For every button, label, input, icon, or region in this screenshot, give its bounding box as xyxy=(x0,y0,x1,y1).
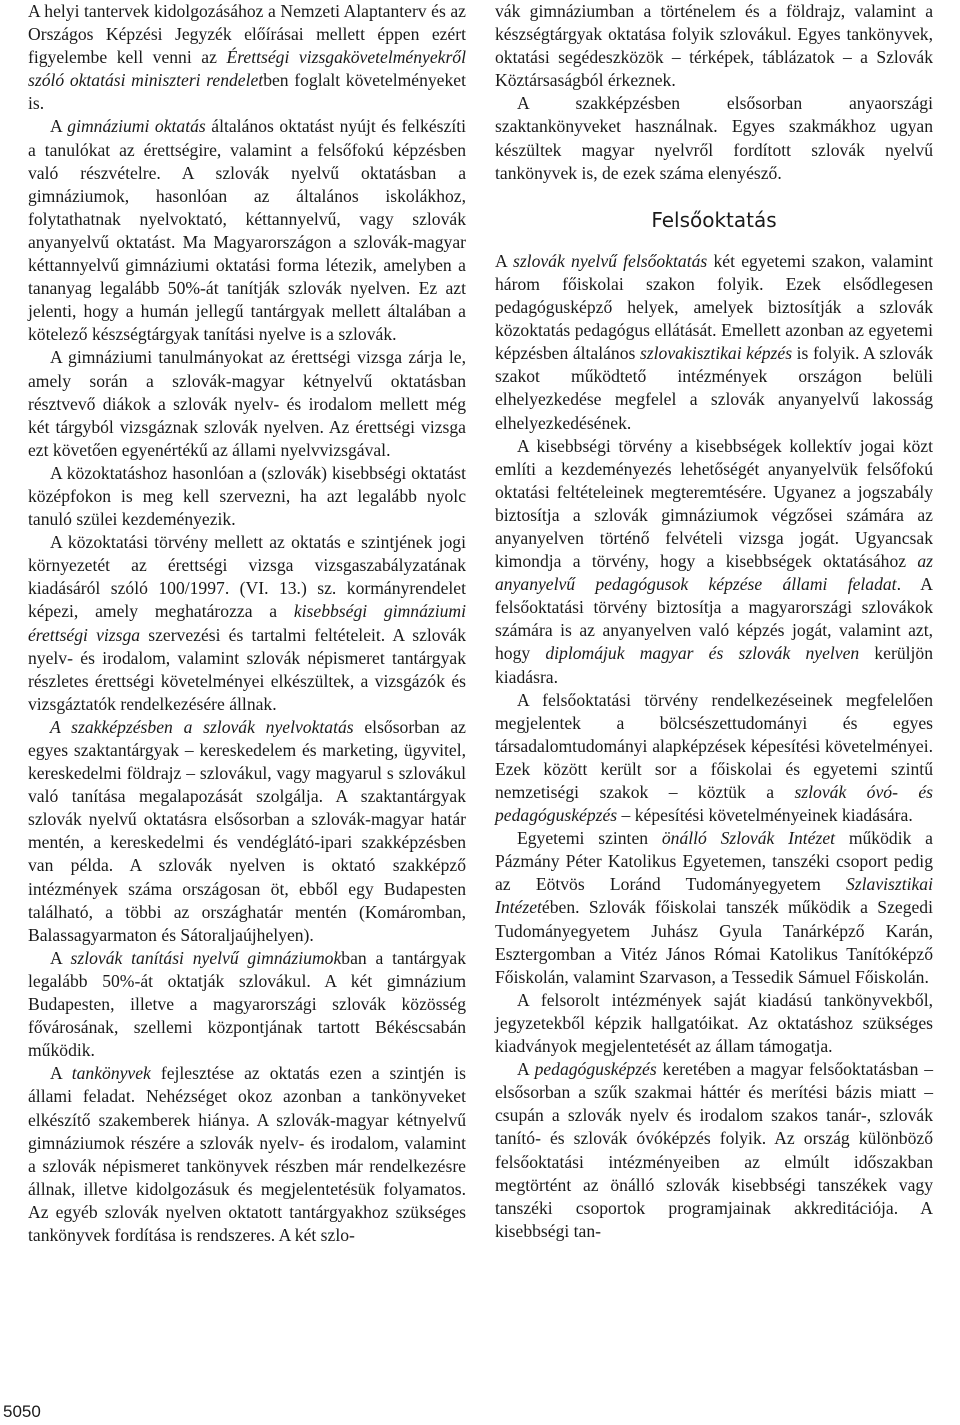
paragraph xyxy=(28,115,466,346)
italic-text: szlovakisztikai képzés xyxy=(639,343,793,364)
paragraph xyxy=(495,689,933,828)
paragraph xyxy=(495,989,933,1058)
paragraph xyxy=(495,1058,933,1243)
text-run: ében. Szlovák főiskolai tanszék működik a Szegedi Tudományegyetem Juhász Gyula Tanárképző Karán, Esztergomban a Vitéz János Római Katolikus Tanítóképző Főiskolán, valamint Szarvason, a Tessedik Sámuel Főiskolán. xyxy=(495,897,933,987)
paragraph xyxy=(495,827,933,989)
text-run: A közoktatáshoz hasonlóan a (szlovák) kisebbségi oktatást középfokon is meg kell szervezni, ha azt legalább nyolc tanuló szülei kezdeményezik. xyxy=(28,462,466,530)
text-run: A közoktatási törvény mellett az oktatás e szintjének jogi környezetét az érettségi vizsga vizsgaszabályzatának kiadásáról szóló 100/1997. (VI. 13.) sz. kormányrendelet képezi, amely meghatározza a xyxy=(28,532,466,622)
italic-text: tankönyvek xyxy=(71,1063,151,1084)
paragraph xyxy=(28,531,466,716)
text-run: vák gimnáziumban a történelem és a földrajz, valamint a készségtárgyak oktatása folyik szlovákul. Egyes tankönyvek, oktatási segédeszközök – térképek, táblázatok – a Szlovák Köztársaságból érkeznek. xyxy=(495,1,933,91)
text-run: általános oktatást nyújt és felkészíti a tanulókat az érettségire, valamint a felsőfokú képzésben való részvételre. A szlovák nyelvű oktatásban a gimnáziumok, hasonlóan az általános iskolákhoz, folytathatnak nyelvoktató, kéttannyelvű, vagy szlovák anyanyelvű oktatást. Ma Magyarországon a szlovák-magyar kéttannyelvű gimnáziumi oktatási forma létezik, amelyben a tananyag legalább 50%-át tanítják szlovák nyelven. Ez azt jelenti, hogy a humán jellegű tantárgyak mellett általában a kötelező készségtárgyak tanítási nyelve is a szlovák. xyxy=(28,116,466,345)
text-run: A gimnáziumi tanulmányokat az érettségi vizsga zárja le, amely során a szlovák-magyar kétnyelvű oktatásban résztvevő diákok a szlovák nyelv- és irodalom mellett még két tárgyból vizsgáznak szlovák nyelven. Az érettségi vizsga ezt követően egyenértékű az állami nyelvvizsgával. xyxy=(28,347,466,460)
paragraph xyxy=(28,346,466,461)
paragraph xyxy=(28,0,466,115)
text-run: fejlesztése az oktatás ezen a szintjén is állami feladat. Nehézséget okoz azonban a tankönyveket elkészítő szakemberek hiánya. A szlovák-magyar kétnyelvű gimnáziumok részére a szlovák nyelv- és irodalom, valamint a szlovák népismeret tankönyvek részben már rendelkezésre állnak, illetve kidolgozásuk és megjelentetésük folyamatos. Az egyéb szlovák nyelven oktatott tantárgyakhoz szükséges tankönyvek fordítása is rendszeres. A két szlo- xyxy=(28,1063,466,1245)
paragraph xyxy=(28,1062,466,1247)
italic-text: önálló Szlovák Intézet xyxy=(661,828,836,849)
italic-text: diplomájuk magyar és szlovák nyelven xyxy=(545,643,860,664)
text-run: A felsőoktatási törvény rendelkezéseinek megfelelően megjelentek a bölcsészettudományi és egyes társadalomtudományi alapképzések képesítési követelményei. Ezek között került sor a főiskolai és egyetemi szintű nemzetiségi szakok – köztük a xyxy=(495,689,933,802)
paragraph xyxy=(495,250,933,435)
text-run: kerüljön kiadásra. xyxy=(495,643,933,687)
text-run: szervezési és tartalmi feltételeit. A szlovák nyelv- és irodalom, valamint szlovák népismeret tantárgyak részletes érettségi követelményei elkészültek, a vizsgázók és vizsgáztatók rendelkezésére állnak. xyxy=(28,624,467,714)
left-text-column xyxy=(28,0,466,1247)
text-run: is folyik. A szlovák szakot működtető intézmények országon belüli elhelyezkedése megfelel a szlovák anyanyelvű lakosság elhelyezkedésének. xyxy=(495,343,933,433)
paragraph xyxy=(495,435,933,689)
italic-text: kisebbségi gimnáziumi érettségi vizsga xyxy=(28,601,467,645)
text-run: . A felsőoktatási törvény biztosítja a magyarországi szlovákok számára is az anyanyelven való képzés jogát, valamint azt, hogy xyxy=(495,574,933,664)
text-run: A xyxy=(50,947,71,968)
paragraph xyxy=(28,947,466,1062)
paragraph xyxy=(28,462,466,531)
text-run: Egyetemi szinten xyxy=(517,828,662,849)
italic-text: Érettségi vizsgakövetelményekről szóló oktatási miniszteri rendelet xyxy=(28,47,466,91)
italic-text: szlovák óvó- és pedagógusképzés xyxy=(495,782,933,826)
italic-text: szlovák tanítási nyelvű gimnáziumok xyxy=(70,947,342,968)
text-run: A szakképzésben elsősorban anyaországi szaktankönyveket használnak. Egyes szakmákhoz ugyan készültek magyar nyelvről fordított szlovák nyelvű tankönyvek is, de ezek száma elenyésző. xyxy=(495,93,933,183)
italic-text: az anyanyelvű pedagógusok képzése állami feladat xyxy=(495,551,933,595)
text-run: A xyxy=(517,1059,535,1080)
text-run: két egyetemi szakon, valamint három főiskolai szakon folyik. Ezek elsődlegesen pedagógusképző helyek, amelyek biztosítják a szlovák közoktatás pedagógus ellátását. Emellett azonban az egyetemi képzésben általános xyxy=(495,250,933,364)
text-run: ban a tantárgyak legalább 50%-át oktatják szlovákul. A két gimnázium Budapesten, illetve a magyarországi szlovák közösség fővárosának, szellemi központjának tartott Békéscsabán működik. xyxy=(28,947,467,1061)
italic-text: Szlavisztikai Intézet xyxy=(495,874,933,918)
italic-text: A szakképzésben a szlovák nyelvoktatás xyxy=(50,716,354,737)
text-run: A xyxy=(495,250,513,271)
text-run: – képesítési követelményeinek kiadására. xyxy=(617,805,913,826)
text-run: A felsorolt intézmények saját kiadású tankönyvekből, jegyzetekből képzik hallgatóikat. Az oktatáshoz szükséges kiadványok megjelentetését az állam támogatja. xyxy=(495,989,933,1057)
paragraph xyxy=(495,0,933,92)
italic-text: szlovák nyelvű felsőoktatás xyxy=(512,250,708,271)
right-text-column xyxy=(495,0,933,1243)
text-run: A kisebbségi törvény a kisebbségek kollektív jogai közt említi a kezdeményezés lehetőségét anyanyelvük felsőfokú oktatási feltételeinek megteremtésére. Ugyanez a jogszabály biztosítja a szlovák gimnáziumok végzősei számára az anyanyelven történő felvételi vizsga jogát. Ugyancsak kimondja a törvény, hogy a kisebbségek oktatásához xyxy=(495,435,933,572)
page-number: 5050 xyxy=(3,1402,41,1421)
section-heading: Felsőoktatás xyxy=(651,207,777,232)
text-run: elsősorban az egyes szaktantárgyak – kereskedelem és marketing, ügyvitel, kereskedelmi földrajz – szlovákul, vagy magyarul s szlovákul való tanítása megalapozását szolgálja. A szaktantárgyak szlovák nyelvű oktatásra elsősorban a szlovák-magyar határ mentén, a kereskedelmi és vendéglátó-ipari szakképzésben van példa. A szlovák nyelven is oktató szakképző intézmények száma országosan öt, ebből egy Budapesten található, a többi az országhatár mentén (Komáromban, Balassagyarmaton és Sátoraljaújhelyen). xyxy=(28,716,466,945)
text-run: A xyxy=(50,1063,72,1084)
text-run: ben foglalt követelményeket is. xyxy=(28,70,466,114)
text-run: A helyi tantervek kidolgozásához a Nemzeti Alaptanterv és az Országos Képzési Jegyzék előírásai mellett éppen ezért figyelembe kell venni az xyxy=(28,1,466,68)
italic-text: gimnáziumi oktatás xyxy=(67,116,206,137)
text-run: A xyxy=(50,116,68,137)
text-run: keretében a magyar felsőoktatásban – elsősorban a szűk szakmai háttér és merítési bázis miatt – csupán a szlovák nyelv és irodalom szakos tanár-, szlovák tanító- és szlovák óvóképzés folyik. Az ország különböző felsőoktatási intézményeiben az elmúlt időszakban megtörtént az önálló szlovák kisebbségi tanszékek vagy tanszéki csoportok programjainak akkreditációja. A kisebbségi tan- xyxy=(495,1059,933,1241)
italic-text: pedagógusképzés xyxy=(534,1059,657,1080)
paragraph xyxy=(28,716,466,947)
text-run: működik a Pázmány Péter Katolikus Egyetemen, tanszéki csoport pedig az Eötvös Loránd Tudományegyetem xyxy=(495,828,933,895)
paragraph xyxy=(495,92,933,184)
